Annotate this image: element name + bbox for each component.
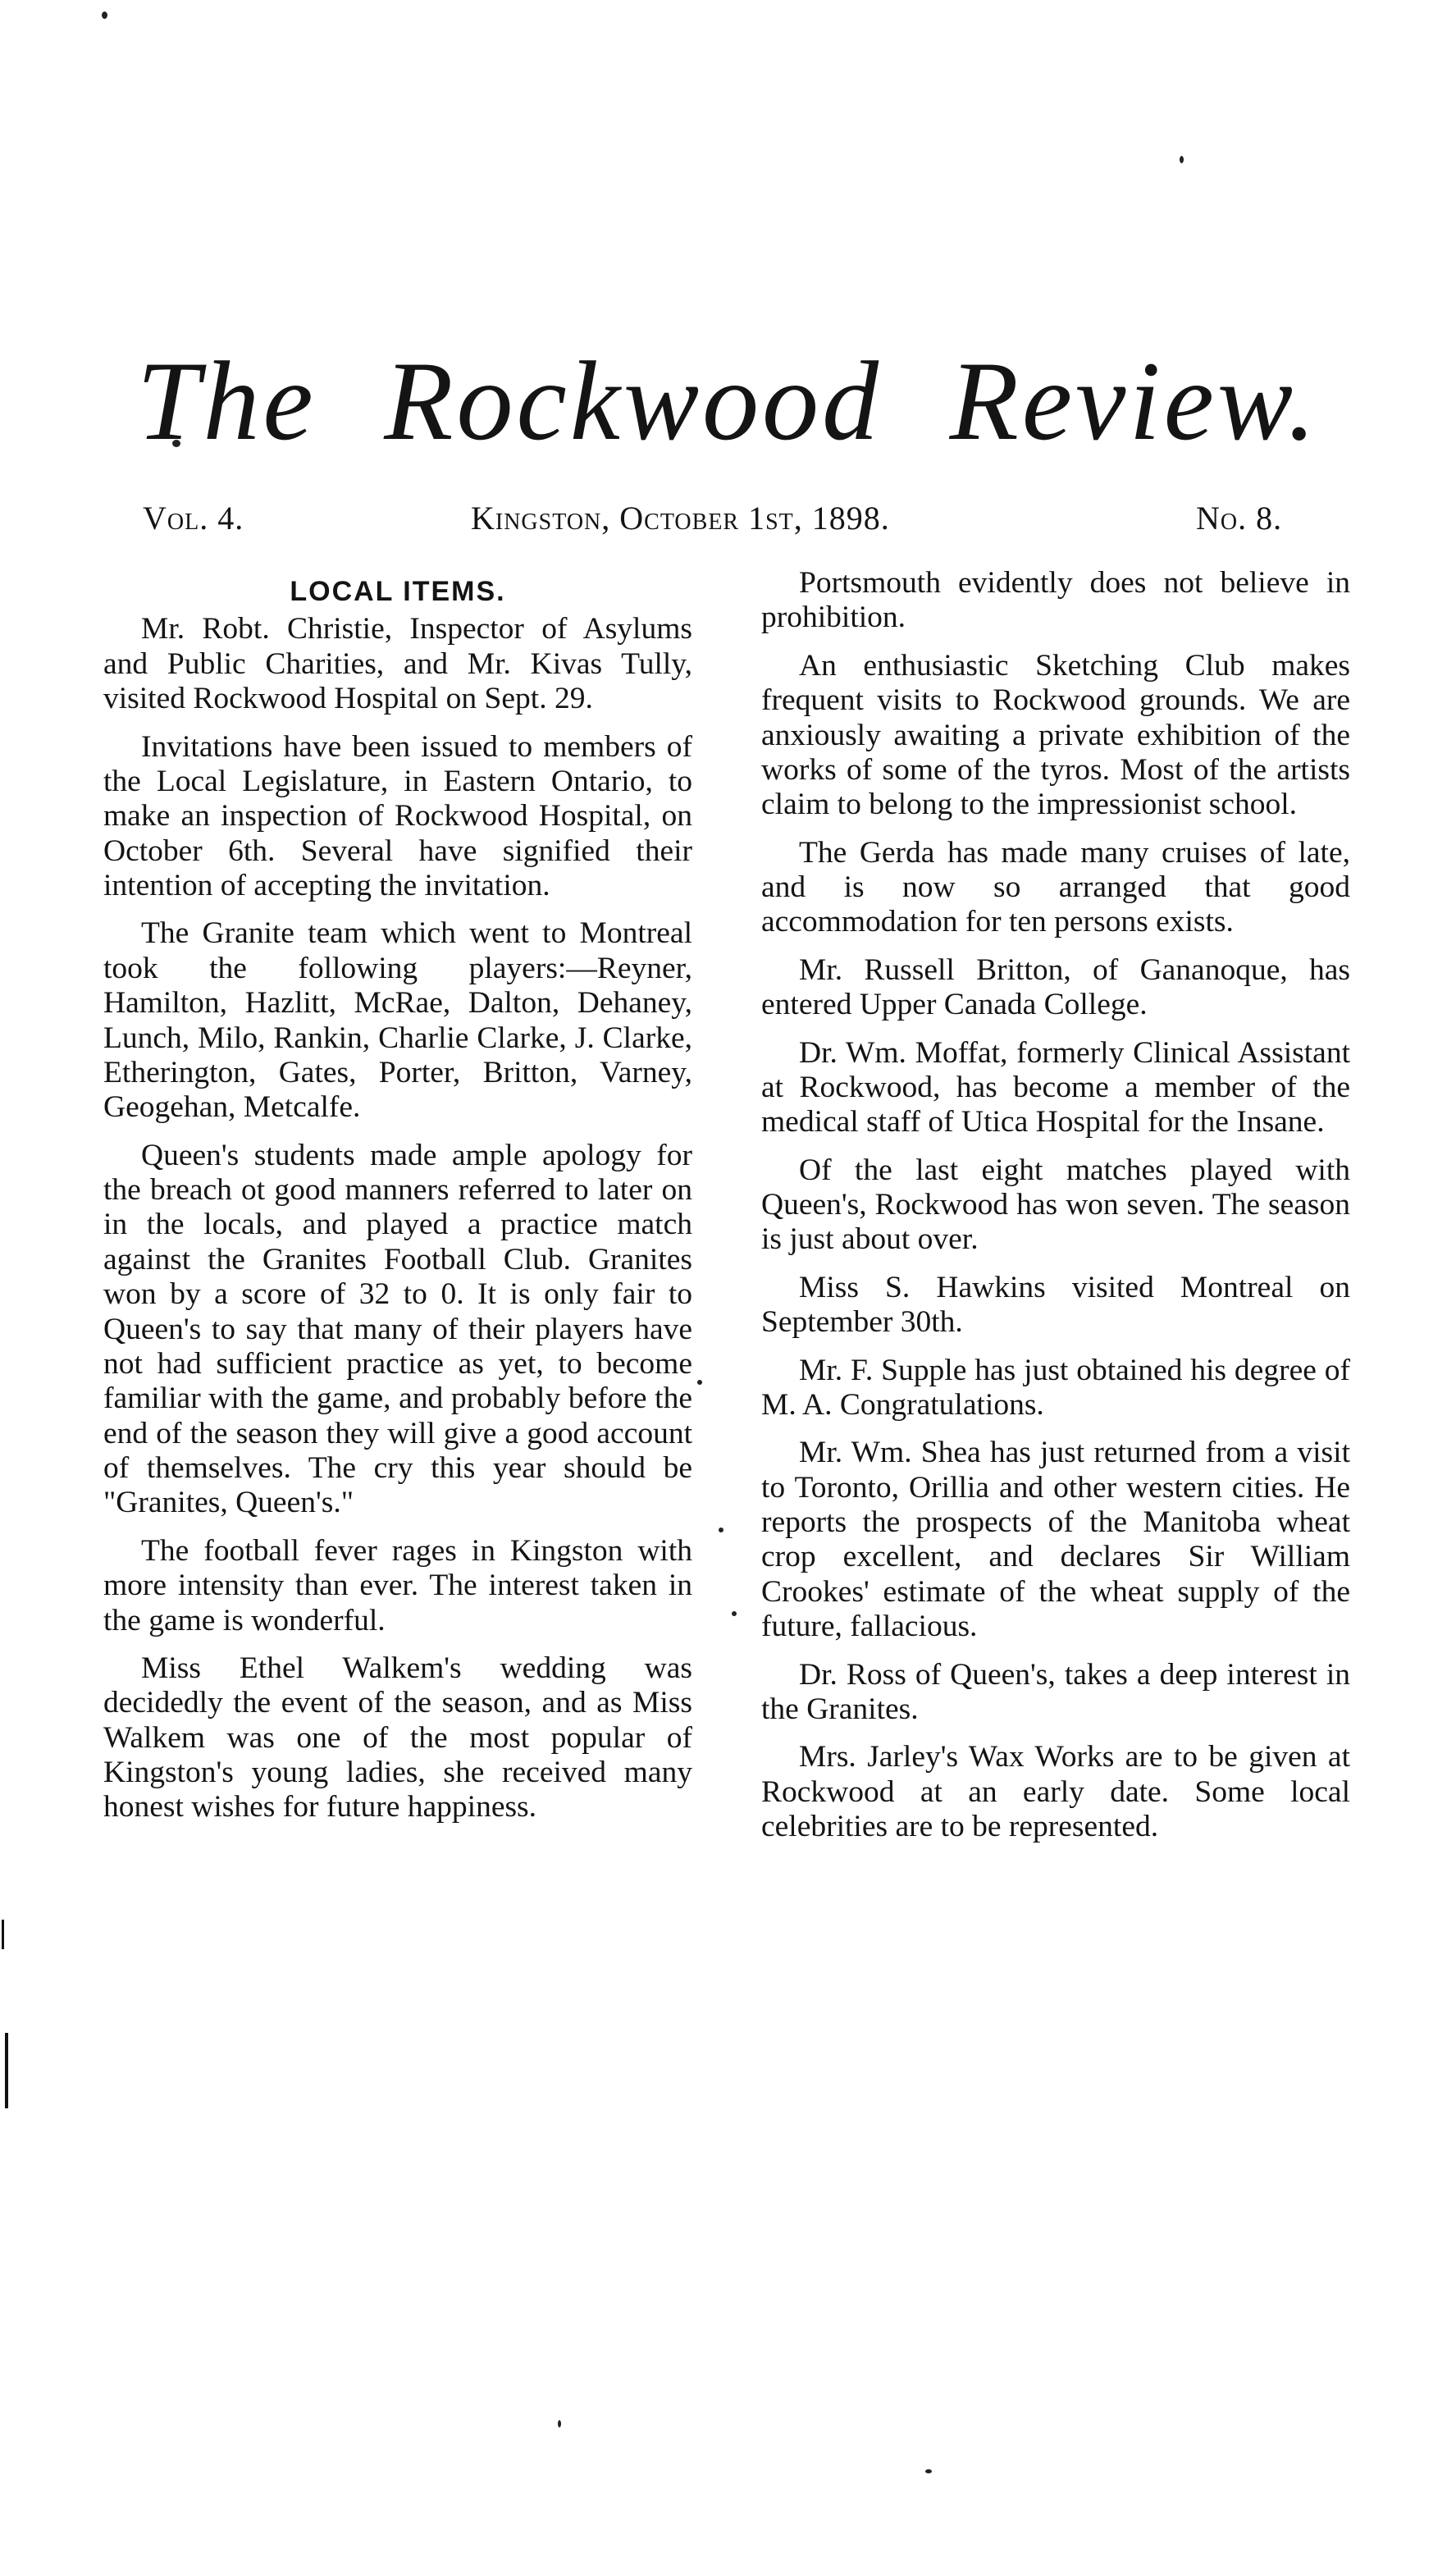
left-column — [103, 566, 692, 1838]
margin-mark — [2, 1920, 4, 1949]
news-item: Mr. F. Supple has just obtained his degree of M. A. Congratulations. — [761, 1353, 1350, 1422]
masthead-title — [0, 338, 1456, 464]
margin-mark — [5, 2033, 8, 2108]
print-speck — [697, 1380, 702, 1385]
news-item: Miss S. Hawkins visited Montreal on September 30th. — [761, 1270, 1350, 1340]
masthead-word: The — [136, 338, 317, 464]
masthead-word: Review. — [949, 338, 1320, 464]
news-item: Invitations have been issued to members of the Local Legislature, in Eastern Ontario, to make an inspection of Rockwood Hospital, on October 6th. Several have signified their intention of accepting the invitation. — [103, 729, 692, 903]
news-item: Dr. Wm. Moffat, formerly Clinical Assistant at Rockwood, has become a member of the medical staff of Utica Hospital for the Insane. — [761, 1035, 1350, 1139]
news-item: Mr. Robt. Christie, Inspector of Asylums and Public Charities, and Mr. Kivas Tully, visited Rockwood Hospital on Sept. 29. — [103, 612, 692, 716]
news-item: The Granite team which went to Montreal took the following players:—Reyner, Hamilton, Hazlitt, McRae, Dalton, Dehaney, Lunch, Milo, Rankin, Charlie Clarke, J. Clarke, Etherington, Gates, Porter, Britton, Varney, Geogehan, Metcalfe. — [103, 916, 692, 1125]
print-speck — [925, 2469, 932, 2473]
news-item: Mr. Russell Britton, of Gananoque, has entered Upper Canada College. — [761, 952, 1350, 1022]
news-item: The football fever rages in Kingston with more intensity than ever. The interest taken in the game is wonderful. — [103, 1533, 692, 1637]
print-speck — [732, 1611, 737, 1616]
print-speck — [102, 11, 107, 19]
place-date-label: Kingston, October 1st, 1898. — [471, 500, 890, 537]
issue-number-label: No. 8. — [1196, 500, 1283, 537]
print-speck — [719, 1528, 723, 1532]
news-item: The Gerda has made many cruises of late, and is now so arranged that good accommodation for ten persons exists. — [761, 835, 1350, 939]
news-item: Mrs. Jarley's Wax Works are to be given at Rockwood at an early date. Some local celebrities are to be represented. — [761, 1740, 1350, 1843]
news-item: Miss Ethel Walkem's wedding was decidedly the event of the season, and as Miss Walkem was one of the most popular of Kingston's young ladies, she received many honest wishes for future happiness. — [103, 1651, 692, 1824]
news-item: Portsmouth evidently does not believe in prohibition. — [761, 566, 1350, 635]
print-speck — [558, 2420, 561, 2427]
news-item: Dr. Ross of Queen's, takes a deep interest in the Granites. — [761, 1657, 1350, 1726]
volume-label: Vol. 4. — [143, 500, 244, 537]
news-item: An enthusiastic Sketching Club makes frequent visits to Rockwood grounds. We are anxiously awaiting a private exhibition of the works of some of the tyros. Most of the artists claim to belong to the impressionist school. — [761, 648, 1350, 822]
masthead-word: Rockwood — [384, 338, 883, 464]
print-speck — [1180, 156, 1184, 163]
news-item: Mr. Wm. Shea has just returned from a visit to Toronto, Orillia and other western cities. He reports the prospects of the Manitoba wheat crop excellent, and declares Sir William Crookes' estimate of the wheat supply of the future, fallacious. — [761, 1436, 1350, 1644]
section-heading: LOCAL ITEMS. — [290, 576, 506, 607]
right-column — [761, 566, 1350, 1857]
news-item: Queen's students made ample apology for the breach ot good manners referred to later on in the locals, and played a practice match against the Granites Football Club. Granites won by a score of 32 to 0. It is only fair to Queen's to say that many of their players have not had sufficient practice as yet, to become familiar with the game, and probably before the end of the season they will give a good account of themselves. The cry this year should be "Granites, Queen's." — [103, 1138, 692, 1520]
news-item: Of the last eight matches played with Queen's, Rockwood has won seven. The season is just about over. — [761, 1153, 1350, 1257]
